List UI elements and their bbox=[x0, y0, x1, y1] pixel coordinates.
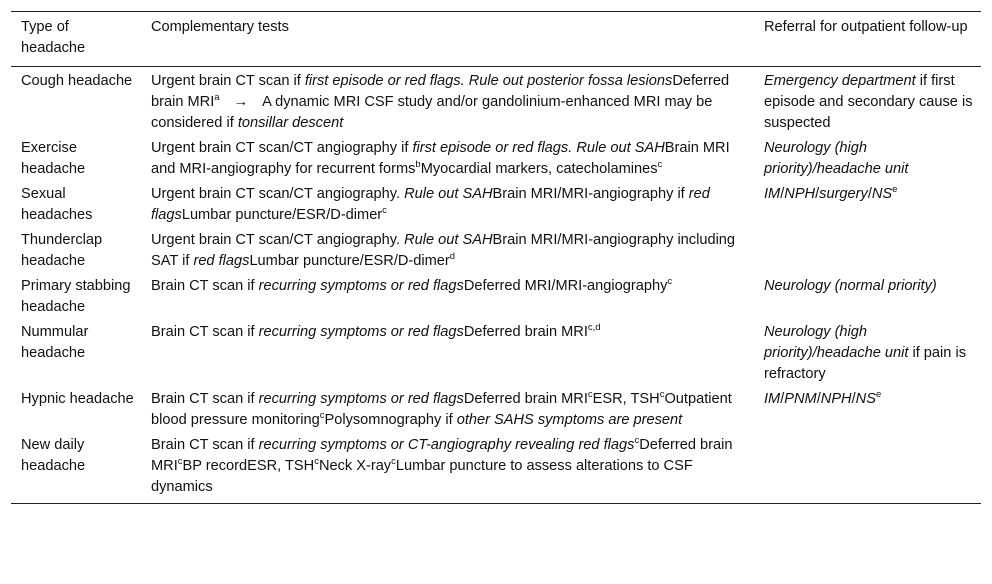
row-referral: Neurology (high priority)/headache unit bbox=[764, 140, 909, 177]
row-type: Primary stabbing headache bbox=[21, 278, 131, 315]
row-referral: $IM/PNM/NPH/NS^e$ bbox=[764, 389, 882, 407]
row-tests: Brain CT scan if recurring symptoms or CT-angiography revealing red flags$^c$Deferred brain MRI$^c$BP recordESR, TSH$^c$Neck X-ray$^c$Lumbar puncture to assess alterations to CSF dynamics bbox=[141, 431, 754, 504]
row-type: Sexual headaches bbox=[21, 186, 93, 223]
table-container bbox=[11, 11, 981, 504]
table-row bbox=[11, 134, 981, 180]
row-tests: Brain CT scan if recurring symptoms or red flagsDeferred brain MRI$^c$ESR, TSH$^c$Outpatient blood pressure monitoring$^c$Polysomnography if other SAHS symptoms are present bbox=[151, 389, 732, 428]
header-row bbox=[11, 12, 981, 67]
arrow-icon: → bbox=[233, 94, 249, 110]
table-row bbox=[11, 318, 981, 385]
header-type: Type of headache bbox=[11, 12, 141, 67]
row-referral: Emergency department if first episode and secondary cause is suspected bbox=[764, 73, 973, 131]
table-row bbox=[11, 180, 981, 226]
row-type: Nummular headache bbox=[21, 324, 89, 361]
row-type: Thunderclap headache bbox=[21, 232, 103, 269]
table-row bbox=[11, 431, 981, 504]
row-tests: Brain CT scan if recurring symptoms or red flagsDeferred MRI/MRI-angiography$^c$ bbox=[151, 276, 673, 294]
table-row bbox=[11, 67, 981, 135]
row-tests: Urgent brain CT scan/CT angiography. Rule out SAHBrain MRI/MRI-angiography if red flagsLumbar puncture/ESR/D-dimer$^c$ bbox=[151, 186, 710, 223]
row-tests: Brain CT scan if recurring symptoms or red flagsDeferred brain MRI$^{c,d}$ bbox=[151, 322, 601, 340]
row-type: Exercise headache bbox=[21, 140, 86, 177]
table-row bbox=[11, 226, 981, 272]
row-referral: Neurology (high priority)/headache unit if pain is refractory bbox=[764, 324, 966, 382]
row-referral: $IM/NPH/surgery/NS^e$ bbox=[764, 184, 898, 202]
row-tests: Urgent brain CT scan/CT angiography. Rule out SAHBrain MRI/MRI-angiography including SAT if red flagsLumbar puncture/ESR/D-dimer$^d$ bbox=[151, 232, 736, 269]
headache-table bbox=[11, 11, 981, 504]
header-referral: Referral for outpatient follow-up bbox=[754, 12, 981, 67]
row-type: New daily headache bbox=[11, 431, 141, 504]
row-type: Hypnic headache bbox=[21, 391, 134, 407]
row-type: Cough headache bbox=[21, 73, 133, 89]
table-row bbox=[11, 385, 981, 431]
header-tests: Complementary tests bbox=[141, 12, 754, 67]
table-row bbox=[11, 272, 981, 318]
row-referral bbox=[754, 431, 981, 504]
row-tests: Urgent brain CT scan if first episode or red flags. Rule out posterior fossa lesionsDeferred brain $MRI^a \to A$ dynamic MRI CSF study and/or gandolinium-enhanced MRI may be considered if tonsillar descent bbox=[151, 73, 730, 131]
row-referral bbox=[754, 226, 981, 272]
row-tests: Urgent brain CT scan/CT angiography if first episode or red flags. Rule out SAHBrain MRI and MRI-angiography for recurrent forms$^b$Myocardial markers, catecholamines$^c$ bbox=[151, 140, 730, 177]
row-referral: Neurology (normal priority) bbox=[764, 278, 937, 294]
